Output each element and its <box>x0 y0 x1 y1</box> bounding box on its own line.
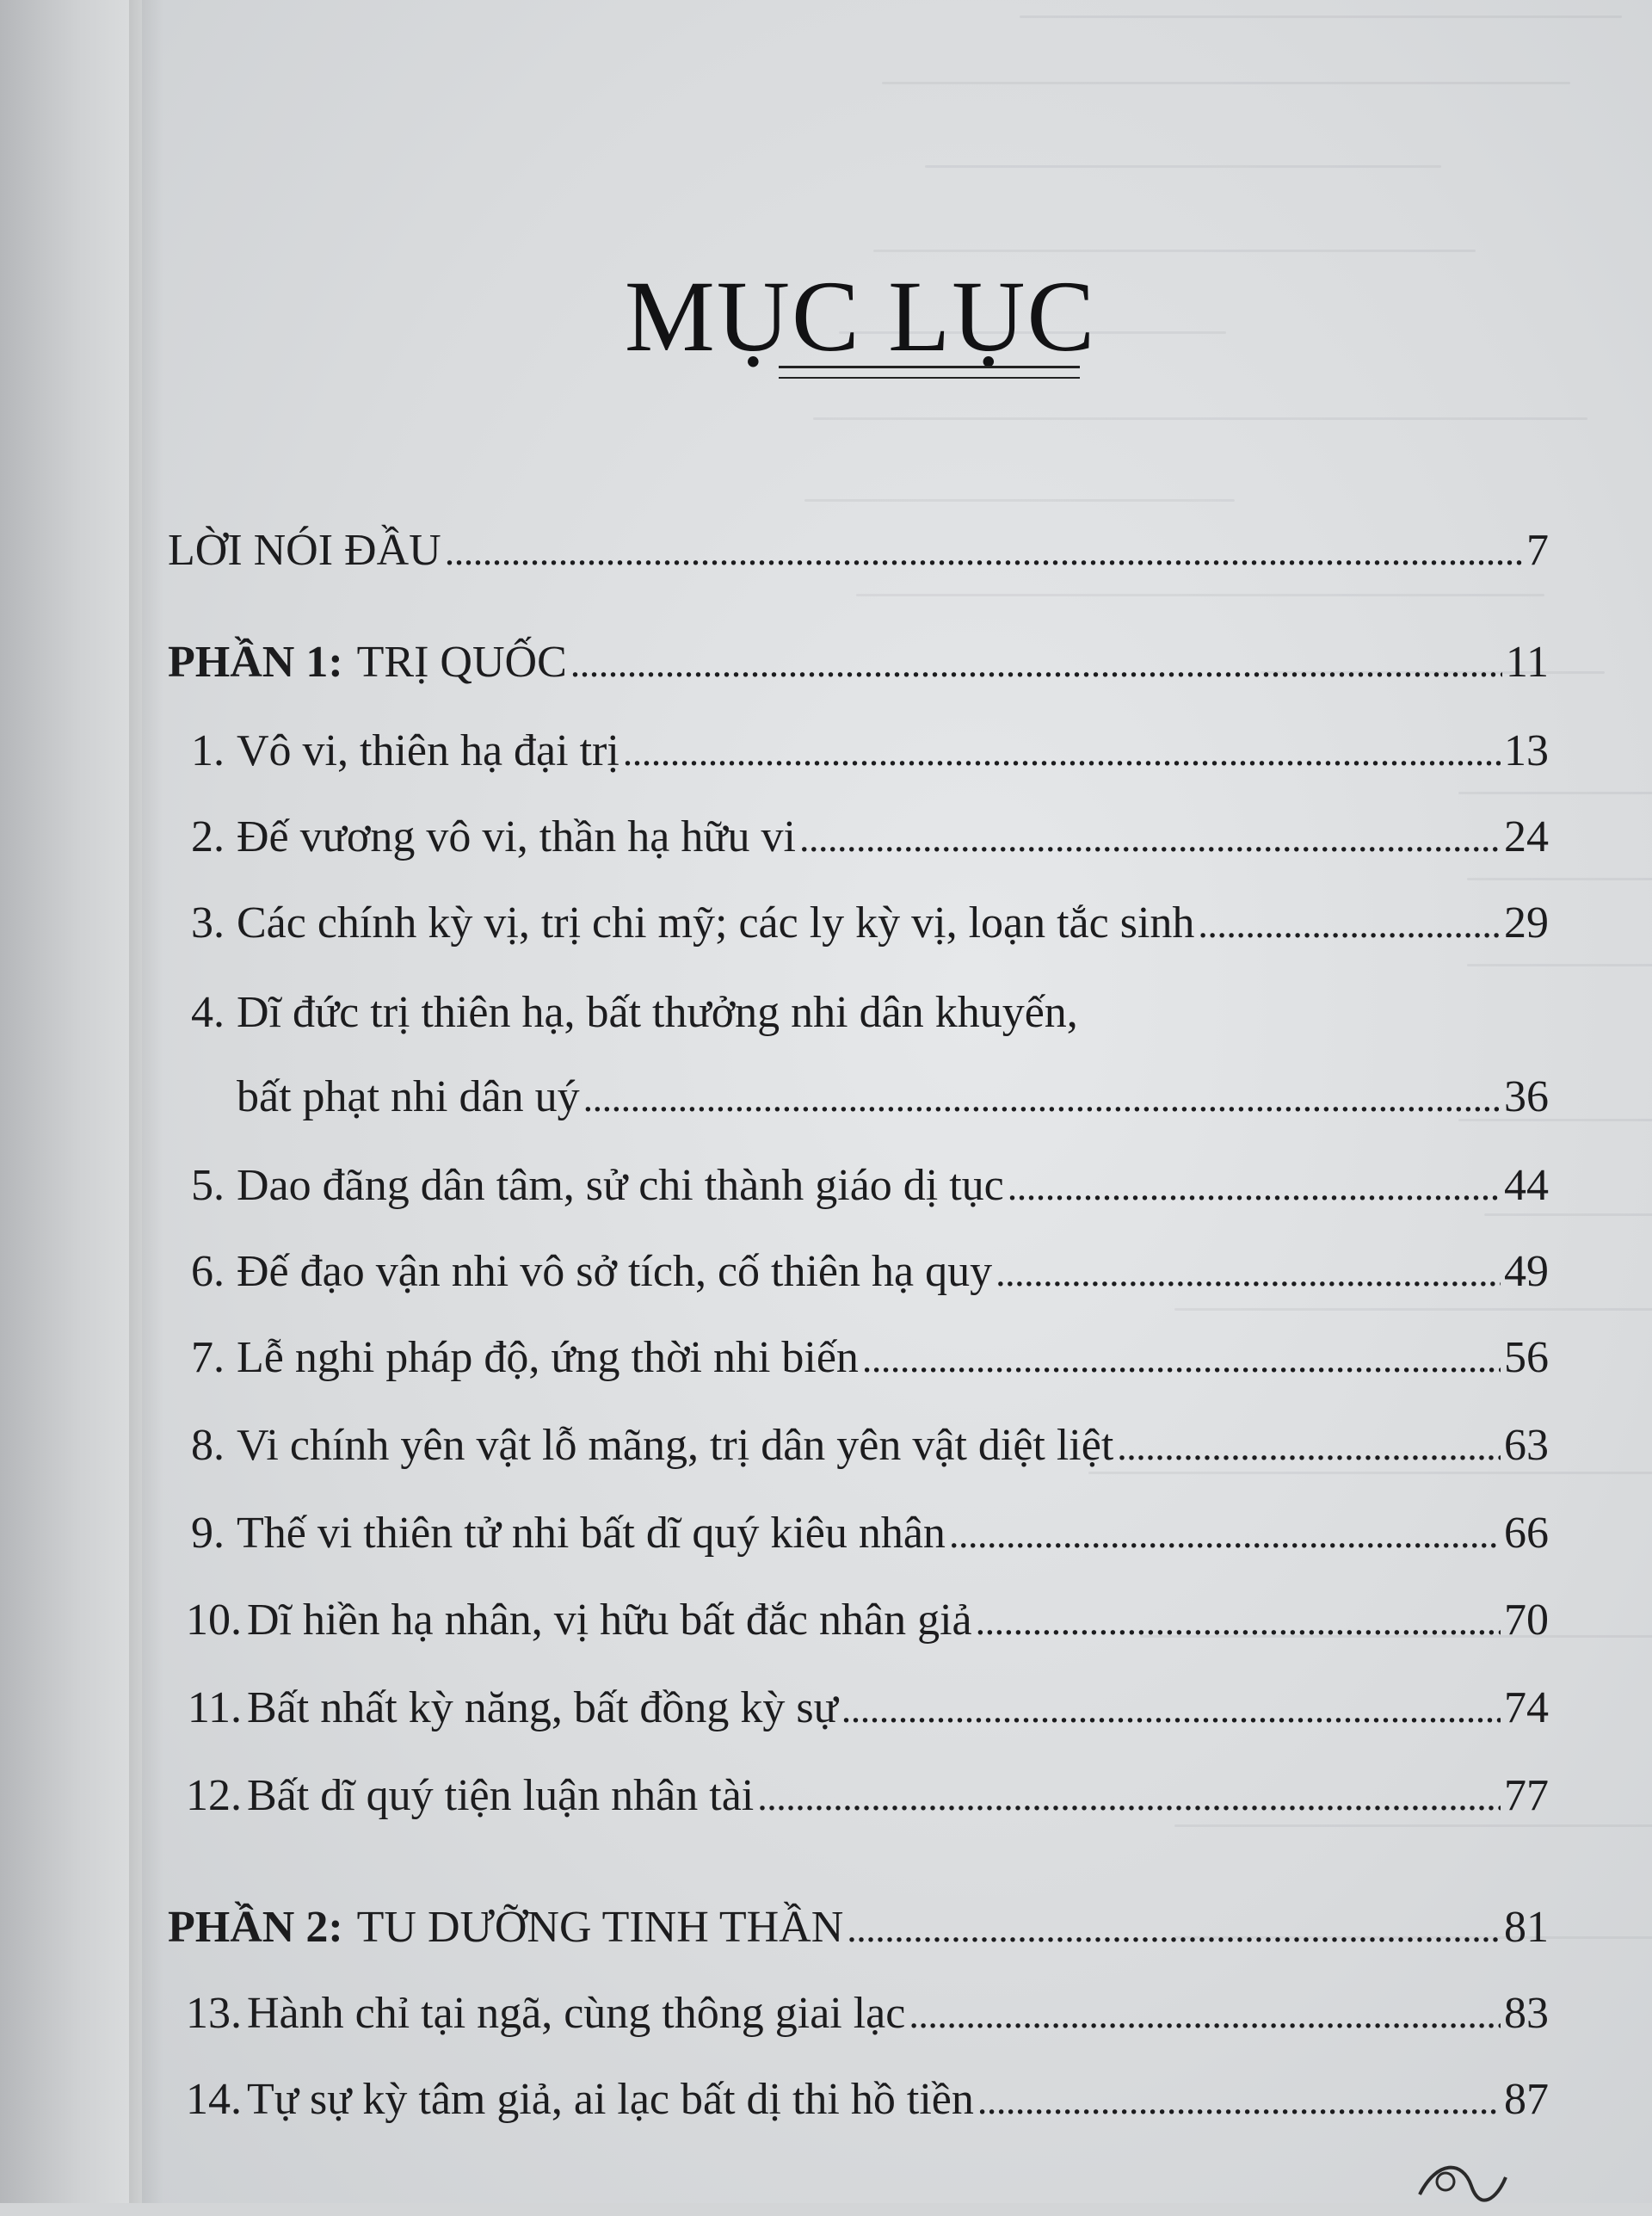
page-title: MỤC LỤC <box>624 260 1097 373</box>
toc-entry-number: 1. <box>191 726 225 775</box>
toc-entry-label: Các chính kỳ vị, trị chi mỹ; các ly kỳ vị, loạn tắc sinh <box>237 898 1195 948</box>
toc-page-number: 83 <box>1504 1989 1549 2038</box>
toc-page-number: 11 <box>1505 638 1549 687</box>
toc-page-number: 29 <box>1504 898 1549 948</box>
toc-page-number: 36 <box>1504 1072 1549 1121</box>
toc-entry[interactable] <box>168 1595 1549 1655</box>
toc-entry-part-2[interactable] <box>168 1902 1549 1962</box>
toc-entry-number: 7. <box>191 1333 225 1382</box>
toc-entry[interactable] <box>168 987 1549 1047</box>
toc-entry[interactable] <box>168 1988 1549 2048</box>
toc-page-number: 81 <box>1504 1903 1549 1952</box>
toc-entry-number: 8. <box>191 1421 225 1470</box>
toc-page-number: 56 <box>1504 1333 1549 1382</box>
toc-entry-number: 11. <box>187 1683 242 1732</box>
toc-entry-label: Dĩ đức trị thiên hạ, bất thưởng nhi dân khuyến, <box>237 988 1078 1037</box>
toc-entry-number: 9. <box>191 1509 225 1558</box>
toc-page-number: 63 <box>1504 1421 1549 1470</box>
dot-leader <box>1008 1164 1501 1209</box>
toc-page-number: 13 <box>1504 726 1549 775</box>
toc-entry-label: Bất nhất kỳ năng, bất đồng kỳ sự <box>247 1683 838 1732</box>
toc-page-number: 49 <box>1504 1247 1549 1296</box>
part-number: PHẦN 1: <box>168 638 343 687</box>
toc-entry-number: 6. <box>191 1247 225 1296</box>
toc-entry-label: Tự sự kỳ tâm giả, ai lạc bất dị thi hồ tiền <box>247 2075 974 2124</box>
toc-entry[interactable] <box>168 1508 1549 1568</box>
toc-entry[interactable] <box>168 1332 1549 1392</box>
toc-entry[interactable] <box>168 812 1549 872</box>
toc-entry-number: 13. <box>186 1989 242 2038</box>
toc-entry[interactable] <box>168 898 1549 958</box>
toc-entry-label: Lễ nghi pháp độ, ứng thời nhi biến <box>237 1333 859 1382</box>
toc-entry-number: 5. <box>191 1161 225 1210</box>
dot-leader <box>570 640 1502 686</box>
toc-page-number: 70 <box>1504 1596 1549 1645</box>
corner-mark-icon <box>1411 2143 1514 2203</box>
dot-leader <box>1117 1423 1501 1469</box>
toc-entry-number: 10. <box>186 1596 242 1645</box>
dot-leader <box>445 528 1523 574</box>
toc-entry-label: LỜI NÓI ĐẦU <box>168 526 441 575</box>
toc-entry-number: 14. <box>186 2075 242 2124</box>
toc-entry[interactable] <box>168 1682 1549 1743</box>
toc-entry[interactable] <box>168 1246 1549 1306</box>
toc-entry-number: 12. <box>186 1771 242 1820</box>
dot-leader <box>847 1905 1501 1951</box>
toc-page-number: 87 <box>1504 2075 1549 2124</box>
toc-entry-label: Vi chính yên vật lỗ mãng, trị dân yên vật diệt liệt <box>237 1421 1114 1470</box>
toc-entry-number: 4. <box>191 988 225 1037</box>
toc-entry-label: Bất dĩ quý tiện luận nhân tài <box>247 1771 755 1820</box>
dot-leader <box>996 1250 1501 1295</box>
part-title: TRỊ QUỐC <box>356 638 567 687</box>
dot-leader <box>862 1336 1501 1381</box>
dot-leader <box>976 1598 1501 1644</box>
toc-entry-label: Dao đãng dân tâm, sử chi thành giáo dị tục <box>237 1161 1004 1210</box>
part-number: PHẦN 2: <box>168 1903 343 1952</box>
dot-leader <box>977 2077 1501 2123</box>
toc-entry-number: 3. <box>191 898 225 948</box>
dot-leader <box>841 1686 1501 1731</box>
dot-leader <box>949 1511 1501 1557</box>
dot-leader <box>583 1075 1501 1120</box>
toc-page-number: 77 <box>1504 1771 1549 1820</box>
toc-entry-continuation[interactable] <box>168 1071 1549 1132</box>
toc-entry-label: Đế vương vô vi, thần hạ hữu vi <box>237 812 796 861</box>
toc-page-number: 74 <box>1504 1683 1549 1732</box>
toc-entry[interactable] <box>168 1160 1549 1220</box>
toc-entry[interactable] <box>168 725 1549 786</box>
title-underline <box>779 366 1080 379</box>
toc-entry-label: Đế đạo vận nhi vô sở tích, cố thiên hạ quy <box>237 1247 993 1296</box>
toc-page-number: 24 <box>1504 812 1549 861</box>
part-title: TU DƯỠNG TINH THẦN <box>356 1903 844 1952</box>
toc-entry-label: Thế vi thiên tử nhi bất dĩ quý kiêu nhân <box>237 1509 946 1558</box>
toc-page-number: 66 <box>1504 1509 1549 1558</box>
toc-entry[interactable] <box>168 1770 1549 1830</box>
dot-leader <box>799 815 1501 861</box>
dot-leader <box>757 1774 1501 1819</box>
toc-entry-label: Dĩ hiền hạ nhân, vị hữu bất đắc nhân giả <box>247 1596 972 1645</box>
toc-entry-part-1[interactable] <box>168 637 1549 697</box>
dot-leader <box>909 1991 1501 2037</box>
toc-entry[interactable] <box>168 1420 1549 1480</box>
toc-page-number: 44 <box>1504 1161 1549 1210</box>
toc-entry-preface[interactable] <box>168 525 1549 585</box>
toc-entry-label: bất phạt nhi dân uý <box>237 1072 580 1121</box>
toc-entry-label: Vô vi, thiên hạ đại trị <box>237 726 620 775</box>
toc-page-number: 7 <box>1526 526 1549 575</box>
toc-entry-label: Hành chỉ tại ngã, cùng thông giai lạc <box>247 1989 906 2038</box>
toc-entry[interactable] <box>168 2074 1549 2134</box>
toc-entry-number: 2. <box>191 812 225 861</box>
dot-leader <box>1198 901 1501 947</box>
dot-leader <box>623 729 1501 775</box>
